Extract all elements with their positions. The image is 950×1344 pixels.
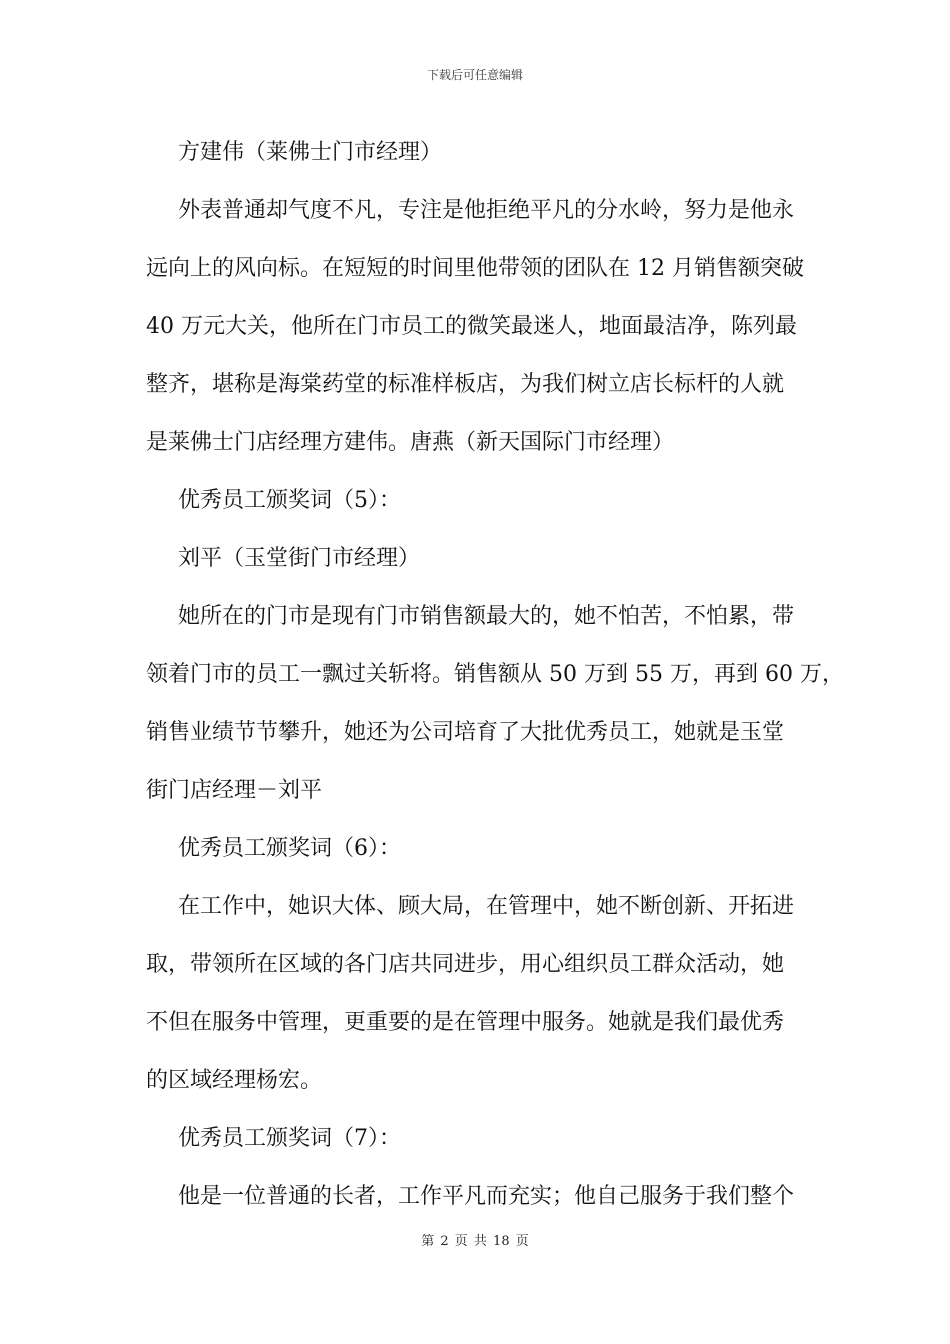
paragraph-line: 外表普通却气度不凡，专注是他拒绝平凡的分水岭，努力是他永 (178, 198, 795, 223)
paragraph-line: 方建伟（莱佛士门市经理） (178, 140, 443, 165)
section-heading: 优秀员工颁奖词（7）： (178, 1126, 401, 1151)
paragraph-line: 不但在服务中管理，更重要的是在管理中服务。她就是我们最优秀 (146, 1010, 785, 1035)
paragraph-line: 在工作中，她识大体、顾大局，在管理中，她不断创新、开拓进 (178, 894, 795, 919)
paragraph-line: 的区域经理杨宏。 (146, 1068, 323, 1093)
section-heading: 优秀员工颁奖词（6）： (178, 836, 401, 861)
paragraph-line: 刘平（玉堂街门市经理） (178, 546, 421, 571)
paragraph-line: 远向上的风向标。在短短的时间里他带领的团队在 12 月销售额突破 (146, 256, 804, 281)
paragraph-line: 她所在的门市是现有门市销售额最大的，她不怕苦，不怕累，带 (178, 604, 795, 629)
paragraph-line: 取，带领所在区域的各门店共同进步，用心组织员工群众活动，她 (146, 952, 785, 977)
document-body (146, 124, 844, 1226)
paragraph-line: 街门店经理－刘平 (146, 778, 323, 803)
paragraph-line: 领着门市的员工一飘过关斩将。销售额从 50 万到 55 万，再到 60 万， (146, 662, 844, 687)
section-heading: 优秀员工颁奖词（5）： (178, 488, 401, 513)
paragraph-line: 他是一位普通的长者，工作平凡而充实；他自己服务于我们整个 (178, 1184, 795, 1209)
paragraph-line: 整齐，堪称是海棠药堂的标准样板店，为我们树立店长标杆的人就 (146, 372, 785, 397)
paragraph-line: 销售业绩节节攀升，她还为公司培育了大批优秀员工，她就是玉堂 (146, 720, 785, 745)
page-header: 下载后可任意编辑 (426, 68, 523, 82)
page-footer: 第 2 页 共 18 页 (421, 1234, 529, 1249)
paragraph-line: 是莱佛士门店经理方建伟。唐燕（新天国际门市经理） (146, 430, 675, 455)
paragraph-line: 40 万元大关，他所在门市员工的微笑最迷人，地面最洁净，陈列最 (146, 314, 797, 339)
